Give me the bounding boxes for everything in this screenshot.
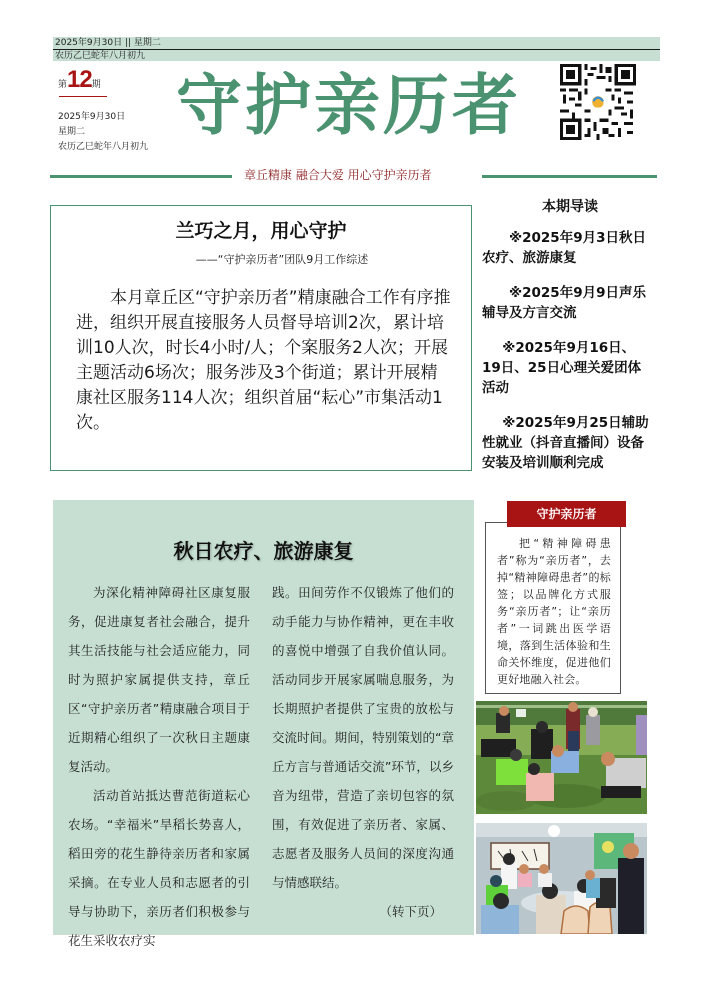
feature-paragraph: 践。田间劳作不仅锻炼了他们的动手能力与协作精神，更在丰收的喜悦中增强了自我价值认同。活动同步开展家属喘息服务，为长期照护者提供了宝贵的放松与交流时间。期间，特别策划的“章丘方言与普通话交流”环节，以乡音为纽带，营造了亲切包容的氛围，有效促进了亲历者、家属、志愿者及服务人员间的深度沟通与情感联结。 [272, 585, 454, 890]
feature-column-right [272, 578, 454, 926]
issue-number-value: 12 [67, 66, 92, 93]
photo-group-meeting [476, 823, 647, 934]
issue-suffix: 期 [91, 80, 101, 90]
feature-paragraph: 活动首站抵达曹范街道耘心农场。“幸福米”旱稻长势喜人，稻田旁的花生静待亲历者和家属采摘。在专业人员和志愿者的引导与协助下，亲历者们积极参与花生采收农疗实 [68, 788, 250, 948]
masthead-title: 守护亲历者 [176, 67, 521, 144]
feature-column-left [68, 578, 250, 955]
issue-rule [59, 96, 107, 97]
top-date: 2025年9月30日 || 星期二 [55, 38, 161, 48]
slogan: 章丘精康 融合大爱 用心守护亲历者 [244, 168, 432, 182]
issue-prefix: 第 [58, 80, 68, 90]
issue-meta [58, 110, 148, 155]
issue-weekday: 星期二 [58, 127, 86, 137]
continued-note: （转下页） [379, 904, 442, 919]
sidebar-box [485, 522, 621, 694]
summary-title: 兰巧之月，用心守护 [175, 220, 347, 242]
sidebar-text: 把“精神障碍患者”称为“亲历者”，去掉“精神障碍患者”的标签；以品牌化方式服务“亲历者”；让“亲历者”一词跳出医学语境，落到生活体验和生命关怀维度，促进他们更好地融入社会。 [497, 537, 611, 686]
sidebar-tag: 守护亲历者 [507, 501, 626, 527]
summary-body: 本月章丘区“守护亲历者”精康融合工作有序推进，组织开展直接服务人员督导培训2次，累计培训10人次，时长4小时/人；个案服务2人次；开展主题活动6场次；服务涉及3个街道；累计开展精康社区服务114人次；组织首届“耘心”市集活动1次。 [76, 288, 451, 433]
slogan-rule-right [482, 175, 657, 178]
feature-paragraph: 为深化精神障碍社区康复服务，促进康复者社会融合，提升其生活技能与社会适应能力，同时为照护家属提供支持，章丘区“守护亲历者”精康融合项目于近期精心组织了一次秋日主题康复活动。 [68, 585, 250, 774]
guide-list [482, 228, 652, 488]
issue-lunar: 农历乙巳蛇年八月初九 [58, 142, 149, 152]
top-lunar-date: 农历乙巳蛇年八月初九 [55, 51, 146, 61]
monthly-summary-box [50, 205, 472, 471]
guide-item[interactable]: ※2025年9月9日声乐辅导及方言交流 [482, 285, 646, 321]
qr-code-icon [560, 64, 636, 140]
summary-subtitle: ——“守护亲历者”团队9月工作综述 [195, 253, 369, 266]
guide-item[interactable]: ※2025年9月25日辅助性就业（抖音直播间）设备安装及培训顺利完成 [482, 415, 649, 471]
guide-title: 本期导读 [542, 199, 598, 215]
issue-number [58, 66, 101, 94]
feature-title: 秋日农疗、旅游康复 [173, 539, 354, 563]
guide-item[interactable]: ※2025年9月3日秋日农疗、旅游康复 [482, 230, 646, 266]
guide-item[interactable]: ※2025年9月16日、19日、25日心理关爱团体活动 [482, 340, 642, 396]
feature-article [53, 500, 474, 948]
issue-date: 2025年9月30日 [58, 112, 126, 122]
photo-peanut-harvest [476, 701, 647, 814]
slogan-rule-left [50, 175, 232, 178]
